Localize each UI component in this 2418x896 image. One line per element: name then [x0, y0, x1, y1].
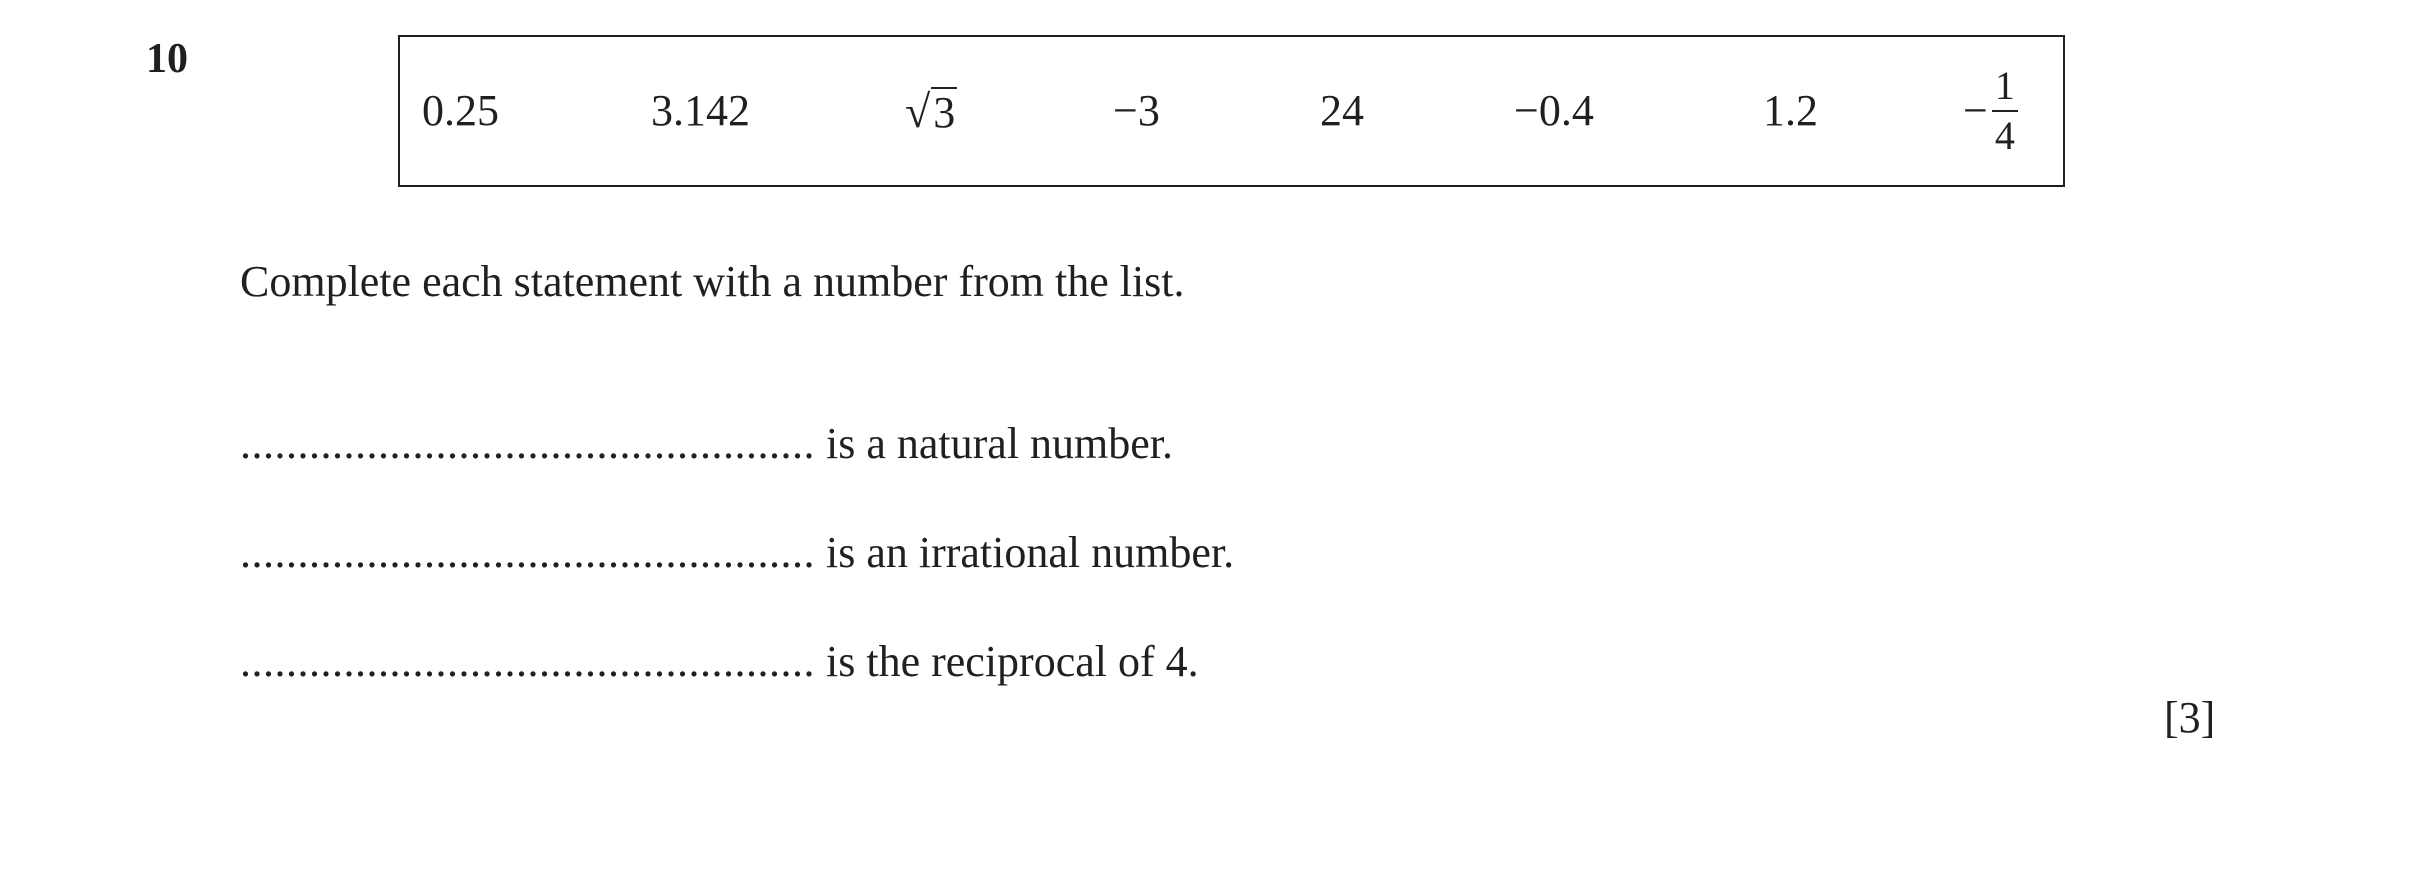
statement-text: is the reciprocal of 4.	[815, 637, 1199, 686]
statement-reciprocal	[240, 637, 1199, 686]
answer-blank[interactable]: ..................................................	[240, 637, 815, 686]
statement-text: is an irrational number.	[815, 528, 1235, 577]
fraction-item	[1963, 63, 2018, 158]
number-item: −3	[1113, 86, 1160, 135]
number-list-box	[398, 35, 2065, 187]
answer-blank[interactable]: ..................................................	[240, 528, 815, 577]
number-item: −0.4	[1514, 86, 1594, 135]
fraction-denominator: 4	[1994, 113, 2015, 158]
fraction-numerator: 1	[1992, 66, 2018, 112]
sqrt-radicand: 3	[933, 88, 956, 137]
instruction-text: Complete each statement with a number from the list.	[240, 257, 1185, 306]
number-item: 3.142	[651, 86, 750, 135]
sqrt-symbol: √	[905, 86, 931, 137]
number-item: 0.25	[422, 86, 499, 135]
fraction-sign: −	[1963, 86, 1988, 135]
statement-natural	[240, 419, 1174, 468]
sqrt-item	[905, 87, 957, 135]
number-item: 1.2	[1763, 86, 1818, 135]
fraction	[1992, 63, 2018, 158]
marks-label: [3]	[2164, 693, 2216, 742]
number-item: 24	[1320, 86, 1364, 135]
answer-blank[interactable]: ..................................................	[240, 419, 815, 468]
question-number: 10	[146, 36, 188, 82]
statement-irrational	[240, 528, 1235, 577]
statement-text: is a natural number.	[815, 419, 1174, 468]
